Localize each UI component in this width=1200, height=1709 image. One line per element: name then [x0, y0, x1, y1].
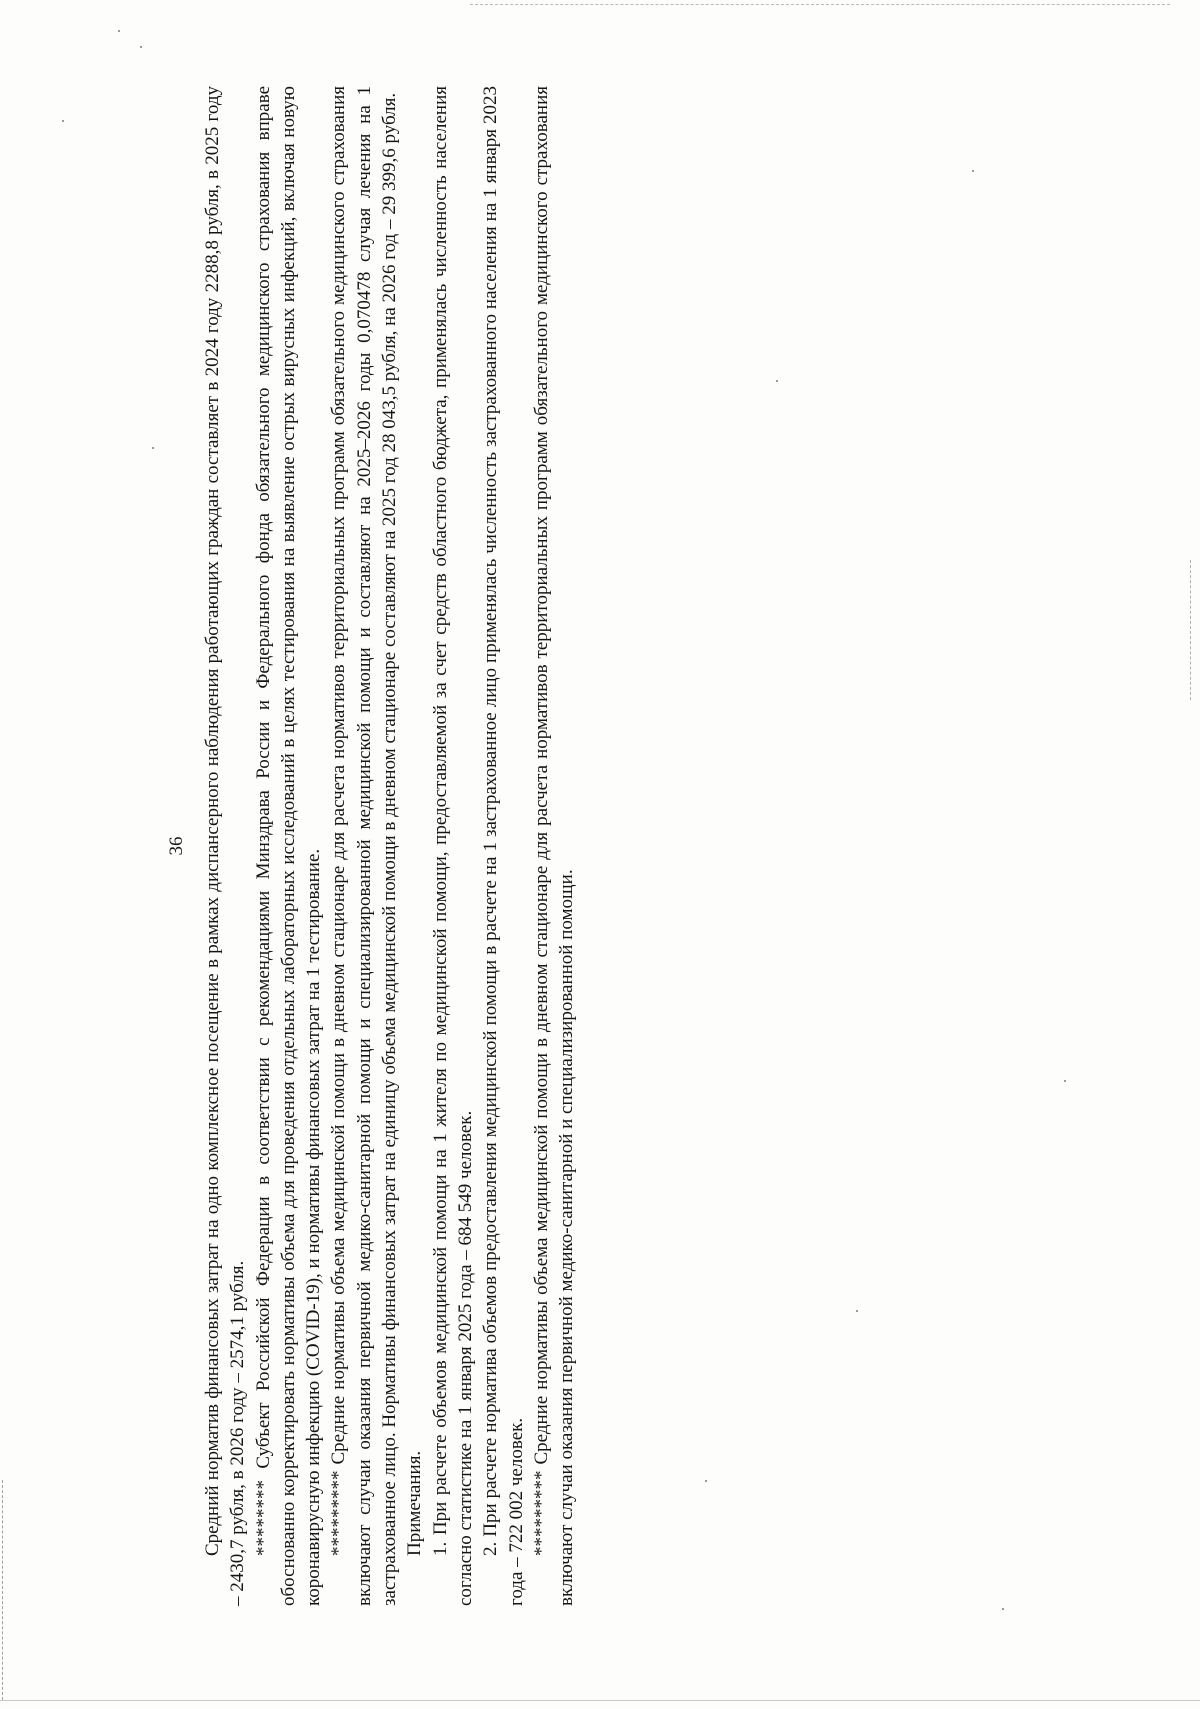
page-number: 36 [166, 836, 187, 856]
scan-speck [140, 46, 142, 48]
scan-edge-top [470, 4, 1170, 5]
scan-edge-right [1190, 560, 1191, 700]
note-2: 2. При расчете норматива объемов предоставления медицинской помощи в расчете на 1 застрахованное лицо применялась численность застрахованного населения на 1 января 2023 года – 722 002 человек. [480, 86, 527, 1606]
scan-speck [972, 170, 974, 172]
note-1: 1. При расчете объемов медицинской помощи на 1 жителя по медицинской помощи, предоставляемой за счет средств областного бюджета, применялась численность населения согласно статистике на 1 января 2025 года – 684 549 человек. [429, 86, 476, 1606]
rotated-document-body [166, 86, 706, 1606]
scan-edge-bottom [0, 1700, 1200, 1701]
footnote-9-stars-repeat: ********* Средние нормативы объема медицинской помощи в дневном стационаре для расчета нормативов территориальных программ обязательного медицинского страхования включают случаи оказания первичной медико-санитарной и специализированной помощи. [530, 86, 578, 1606]
notes-heading: Примечания. [404, 1450, 426, 1556]
scan-speck [776, 380, 778, 382]
paragraph-dispensary-cost: Средний норматив финансовых затрат на одно комплексное посещение в рамках диспансерного наблюдения работающих граждан составляет в 2024 году 2288,8 рубля, в 2025 году – 2430,7 рубля, в 2026 году – 2574,1 рубля. [202, 86, 249, 1606]
scan-speck [62, 120, 64, 122]
scan-speck [118, 30, 120, 32]
scan-speck [1002, 1608, 1004, 1610]
scan-speck [1064, 1080, 1066, 1082]
document-text [200, 86, 579, 1606]
scan-speck [856, 1310, 858, 1312]
scan-edge-left [2, 1480, 3, 1700]
footnote-8-stars: ******** Субъект Российской Федерации в соответствии с рекомендациями Минздрава России и Федерального фонда обязательного медицинского страхования вправе обоснованно корректировать нормативы объема для проведения отдельных лабораторных исследований в целях тестирования на выявление острых вирусных инфекций, включая новую коронавирусную инфекцию (COVID-19), и нормативы финансовых затрат на 1 тестирование. [252, 86, 325, 1606]
footnote-9-stars-day-hospital: ********* Средние нормативы объема медицинской помощи в дневном стационаре для расчета нормативов территориальных программ обязательного медицинского страхования включают случаи оказания первичной медико-санитарной помощи и специализированной медицинской помощи и составляют на 2025–2026 годы 0,070478 случая лечения на 1 застрахованное лицо. Нормативы финансовых затрат на единицу объема медицинской помощи в дневном стационаре составляют на 2025 год 28 043,5 рубля, на 2026 год – 29 399,6 рубля. [328, 86, 401, 1606]
scan-speck [152, 447, 154, 449]
